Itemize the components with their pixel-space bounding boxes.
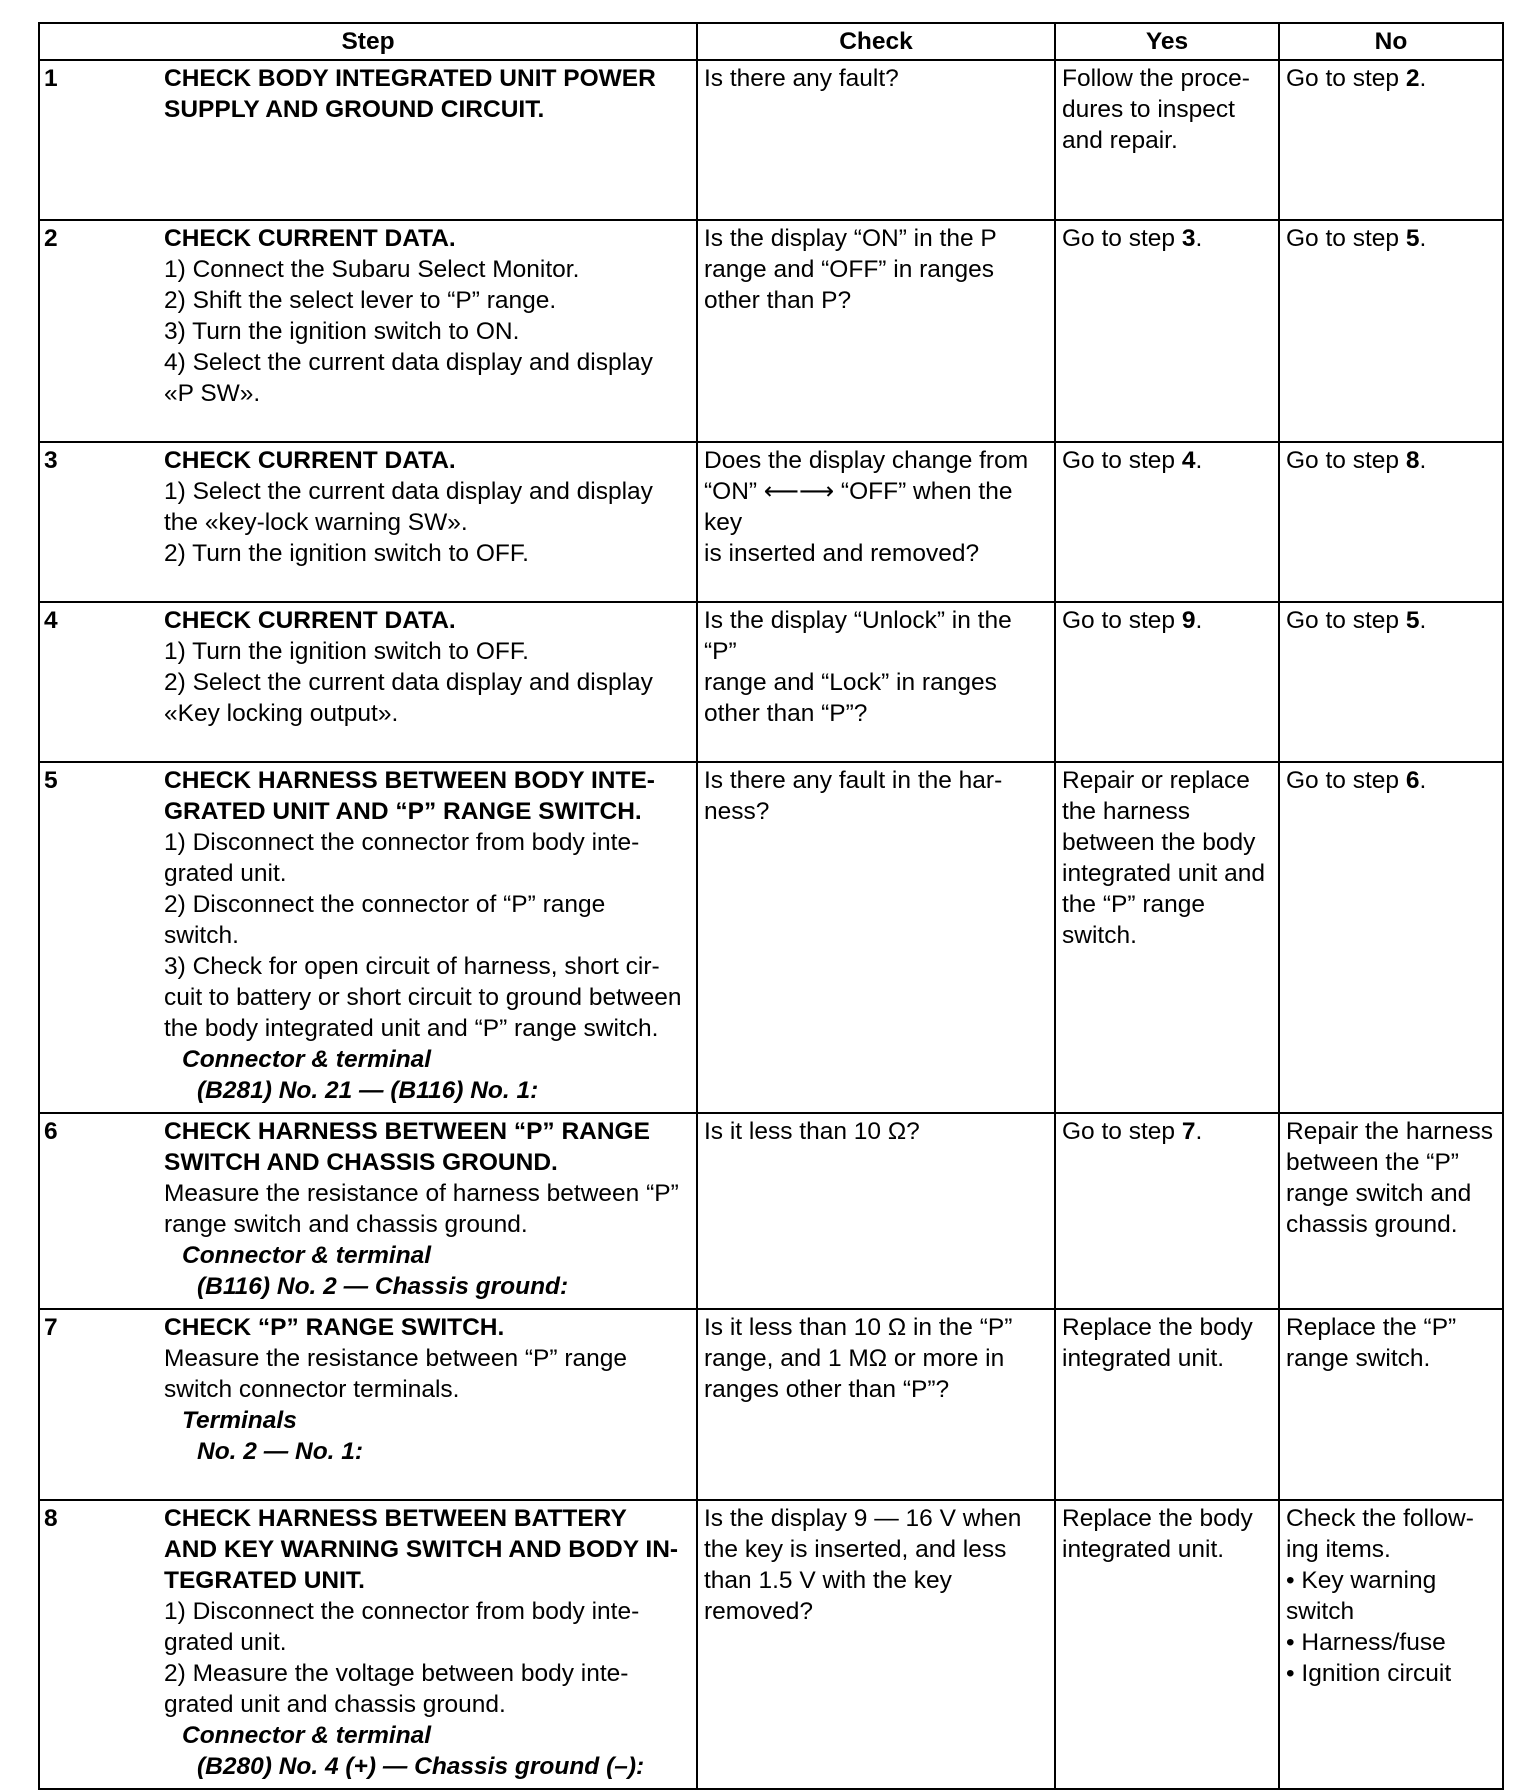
no-text: switch: [1286, 1598, 1355, 1625]
header-step: Step: [39, 23, 697, 60]
step-title: CHECK HARNESS BETWEEN BATTERY: [164, 1505, 627, 1532]
table-row: [39, 1309, 1503, 1500]
step-line: 3) Check for open circuit of harness, short cir-: [164, 953, 660, 980]
step-title: CHECK CURRENT DATA.: [164, 225, 456, 252]
no-text: • Key warning: [1286, 1567, 1437, 1594]
check-text: Is the display 9 — 16 V when: [704, 1505, 1022, 1532]
yes-text: Go to step: [1062, 447, 1182, 474]
check-cell: [697, 60, 1055, 220]
table-row: [39, 442, 1503, 602]
step-cell: [39, 1113, 697, 1309]
yes-text: the “P” range: [1062, 891, 1205, 918]
yes-cell: [1055, 762, 1279, 1113]
connector-label: Connector & terminal: [182, 1242, 432, 1269]
yes-cell: Go to step 3.: [1055, 220, 1279, 442]
no-text: Go to step: [1286, 225, 1406, 252]
step-cell: [39, 1500, 697, 1789]
step-title: TEGRATED UNIT.: [164, 1567, 365, 1594]
yes-text: Go to step: [1062, 607, 1182, 634]
no-text: • Ignition circuit: [1286, 1660, 1452, 1687]
step-cell: [39, 762, 697, 1113]
step-number: 6: [44, 1118, 58, 1145]
header-yes: Yes: [1055, 23, 1279, 60]
connector-terminal: (B116) No. 2 — Chassis ground:: [197, 1273, 569, 1300]
step-number: 5: [44, 767, 58, 794]
step-line: grated unit.: [164, 860, 287, 887]
diagnostic-table: [38, 22, 1504, 1790]
check-cell: [697, 762, 1055, 1113]
check-cell: [697, 1113, 1055, 1309]
check-text: Is it less than 10 Ω in the “P”: [704, 1314, 1013, 1341]
no-text: chassis ground.: [1286, 1211, 1458, 1238]
table-row: [39, 1113, 1503, 1309]
no-cell: Go to step 8.: [1279, 442, 1503, 602]
yes-text: integrated unit and: [1062, 860, 1265, 887]
yes-text: Replace the body: [1062, 1314, 1253, 1341]
check-cell: [697, 220, 1055, 442]
step-line: 2) Select the current data display and display: [164, 669, 653, 696]
step-line: 1) Select the current data display and display: [164, 478, 653, 505]
yes-cell: Go to step 4.: [1055, 442, 1279, 602]
step-line: 1) Disconnect the connector from body inte-: [164, 829, 640, 856]
no-cell: [1279, 1113, 1503, 1309]
check-text: range and “OFF” in ranges: [704, 256, 995, 283]
step-number: 2: [44, 225, 58, 252]
header-check: Check: [697, 23, 1055, 60]
step-line: range switch and chassis ground.: [164, 1211, 528, 1238]
check-text: Is there any fault?: [704, 65, 899, 92]
no-step-link: 6: [1405, 767, 1420, 794]
step-line: 1) Turn the ignition switch to OFF.: [164, 638, 529, 665]
step-number: 7: [44, 1314, 58, 1341]
check-text: is inserted and removed?: [704, 540, 980, 567]
check-text: Is there any fault in the har-: [704, 767, 1003, 794]
step-cell: [39, 60, 697, 220]
no-cell: Go to step 5.: [1279, 220, 1503, 442]
table-row: [39, 762, 1503, 1113]
step-title: CHECK HARNESS BETWEEN BODY INTE-: [164, 767, 655, 794]
no-text: Go to step: [1286, 65, 1406, 92]
no-cell: [1279, 1309, 1503, 1500]
no-text: Check the follow-: [1286, 1505, 1474, 1532]
connector-terminal: (B281) No. 21 — (B116) No. 1:: [197, 1077, 539, 1104]
yes-text: integrated unit.: [1062, 1345, 1225, 1372]
step-title: CHECK CURRENT DATA.: [164, 607, 456, 634]
step-cell: [39, 1309, 697, 1500]
header-no: No: [1279, 23, 1503, 60]
step-line: «Key locking output».: [164, 700, 399, 727]
terminals-value: No. 2 — No. 1:: [197, 1438, 364, 1465]
step-cell: [39, 442, 697, 602]
step-line: 2) Shift the select lever to “P” range.: [164, 287, 557, 314]
step-title: CHECK CURRENT DATA.: [164, 447, 456, 474]
check-text: Is it less than 10 Ω?: [704, 1118, 920, 1145]
no-step-link: 5: [1405, 607, 1420, 634]
yes-cell: Go to step 9.: [1055, 602, 1279, 762]
step-title: CHECK “P” RANGE SWITCH.: [164, 1314, 505, 1341]
no-text: range switch and: [1286, 1180, 1472, 1207]
yes-cell: [1055, 60, 1279, 220]
yes-text: the harness: [1062, 798, 1191, 825]
step-cell: [39, 220, 697, 442]
yes-text: integrated unit.: [1062, 1536, 1225, 1563]
connector-label: Connector & terminal: [182, 1722, 432, 1749]
no-step-link: 8: [1405, 447, 1420, 474]
step-line: switch.: [164, 922, 239, 949]
no-cell: Go to step 6.: [1279, 762, 1503, 1113]
no-text: Go to step: [1286, 447, 1406, 474]
step-title: SUPPLY AND GROUND CIRCUIT.: [164, 96, 545, 123]
step-title: CHECK HARNESS BETWEEN “P” RANGE: [164, 1118, 650, 1145]
no-cell: [1279, 60, 1503, 220]
step-line: «P SW».: [164, 380, 261, 407]
step-line: 1) Connect the Subaru Select Monitor.: [164, 256, 580, 283]
step-line: switch connector terminals.: [164, 1376, 460, 1403]
yes-text: Go to step: [1062, 1118, 1182, 1145]
check-text: range, and 1 MΩ or more in: [704, 1345, 1005, 1372]
step-line: cuit to battery or short circuit to ground between: [164, 984, 682, 1011]
no-step-link: 2: [1405, 65, 1420, 92]
step-line: grated unit.: [164, 1629, 287, 1656]
step-number: 1: [44, 65, 58, 92]
step-title: CHECK BODY INTEGRATED UNIT POWER: [164, 65, 656, 92]
yes-step-link: 3: [1181, 225, 1196, 252]
step-line: Measure the resistance between “P” range: [164, 1345, 628, 1372]
step-line: grated unit and chassis ground.: [164, 1691, 506, 1718]
yes-text: Follow the proce-: [1062, 65, 1250, 92]
step-title: AND KEY WARNING SWITCH AND BODY IN-: [164, 1536, 679, 1563]
step-line: 3) Turn the ignition switch to ON.: [164, 318, 520, 345]
yes-text: between the body: [1062, 829, 1256, 856]
step-line: 1) Disconnect the connector from body inte-: [164, 1598, 640, 1625]
step-title: SWITCH AND CHASSIS GROUND.: [164, 1149, 558, 1176]
step-line: the body integrated unit and “P” range switch.: [164, 1015, 659, 1042]
table-row: [39, 602, 1503, 762]
check-text: Is the display “Unlock” in the “P”: [704, 607, 1012, 665]
no-text: Repair the harness: [1286, 1118, 1494, 1145]
no-text: range switch.: [1286, 1345, 1431, 1372]
header-row: [39, 23, 1503, 60]
yes-text: Repair or replace: [1062, 767, 1250, 794]
step-number: 4: [44, 607, 58, 634]
yes-text: dures to inspect: [1062, 96, 1235, 123]
check-text: Is the display “ON” in the P: [704, 225, 997, 252]
terminals-label: Terminals: [182, 1407, 297, 1434]
check-text: Does the display change from: [704, 447, 1029, 474]
table-row: [39, 1500, 1503, 1789]
check-text: the key is inserted, and less: [704, 1536, 1007, 1563]
check-cell: [697, 1500, 1055, 1789]
no-text: Replace the “P”: [1286, 1314, 1457, 1341]
step-cell: [39, 602, 697, 762]
step-line: 4) Select the current data display and display: [164, 349, 653, 376]
step-line: Measure the resistance of harness between “P”: [164, 1180, 679, 1207]
yes-text: Go to step: [1062, 225, 1182, 252]
yes-step-link: 7: [1181, 1118, 1196, 1145]
yes-step-link: 4: [1181, 447, 1196, 474]
no-cell: Go to step 5.: [1279, 602, 1503, 762]
no-text: between the “P”: [1286, 1149, 1459, 1176]
check-text: removed?: [704, 1598, 813, 1625]
check-text: than 1.5 V with the key: [704, 1567, 952, 1594]
no-suffix: .: [1419, 65, 1427, 92]
no-text: • Harness/fuse: [1286, 1629, 1446, 1656]
yes-cell: [1055, 1309, 1279, 1500]
yes-text: and repair.: [1062, 127, 1178, 154]
step-number: 8: [44, 1505, 58, 1532]
step-line: 2) Measure the voltage between body inte-: [164, 1660, 629, 1687]
check-cell: [697, 602, 1055, 762]
yes-step-link: 9: [1181, 607, 1196, 634]
no-cell: [1279, 1500, 1503, 1789]
no-step-link: 5: [1405, 225, 1420, 252]
check-cell: [697, 1309, 1055, 1500]
check-text: other than P?: [704, 287, 852, 314]
step-line: the «key-lock warning SW».: [164, 509, 468, 536]
yes-text: switch.: [1062, 922, 1137, 949]
step-line: 2) Turn the ignition switch to OFF.: [164, 540, 529, 567]
connector-terminal: (B280) No. 4 (+) — Chassis ground (–):: [197, 1753, 645, 1780]
check-cell: [697, 442, 1055, 602]
yes-cell: Go to step 7.: [1055, 1113, 1279, 1309]
check-text: ranges other than “P”?: [704, 1376, 950, 1403]
check-text: other than “P”?: [704, 700, 868, 727]
check-text: “ON” ⟵⟶ “OFF” when the key: [704, 478, 1013, 536]
connector-label: Connector & terminal: [182, 1046, 432, 1073]
step-line: 2) Disconnect the connector of “P” range: [164, 891, 606, 918]
check-text: range and “Lock” in ranges: [704, 669, 997, 696]
yes-cell: [1055, 1500, 1279, 1789]
table-row: [39, 220, 1503, 442]
no-text: ing items.: [1286, 1536, 1391, 1563]
step-title: GRATED UNIT AND “P” RANGE SWITCH.: [164, 798, 642, 825]
check-text: ness?: [704, 798, 770, 825]
table-row: [39, 60, 1503, 220]
no-text: Go to step: [1286, 767, 1406, 794]
step-number: 3: [44, 447, 58, 474]
yes-text: Replace the body: [1062, 1505, 1253, 1532]
no-text: Go to step: [1286, 607, 1406, 634]
